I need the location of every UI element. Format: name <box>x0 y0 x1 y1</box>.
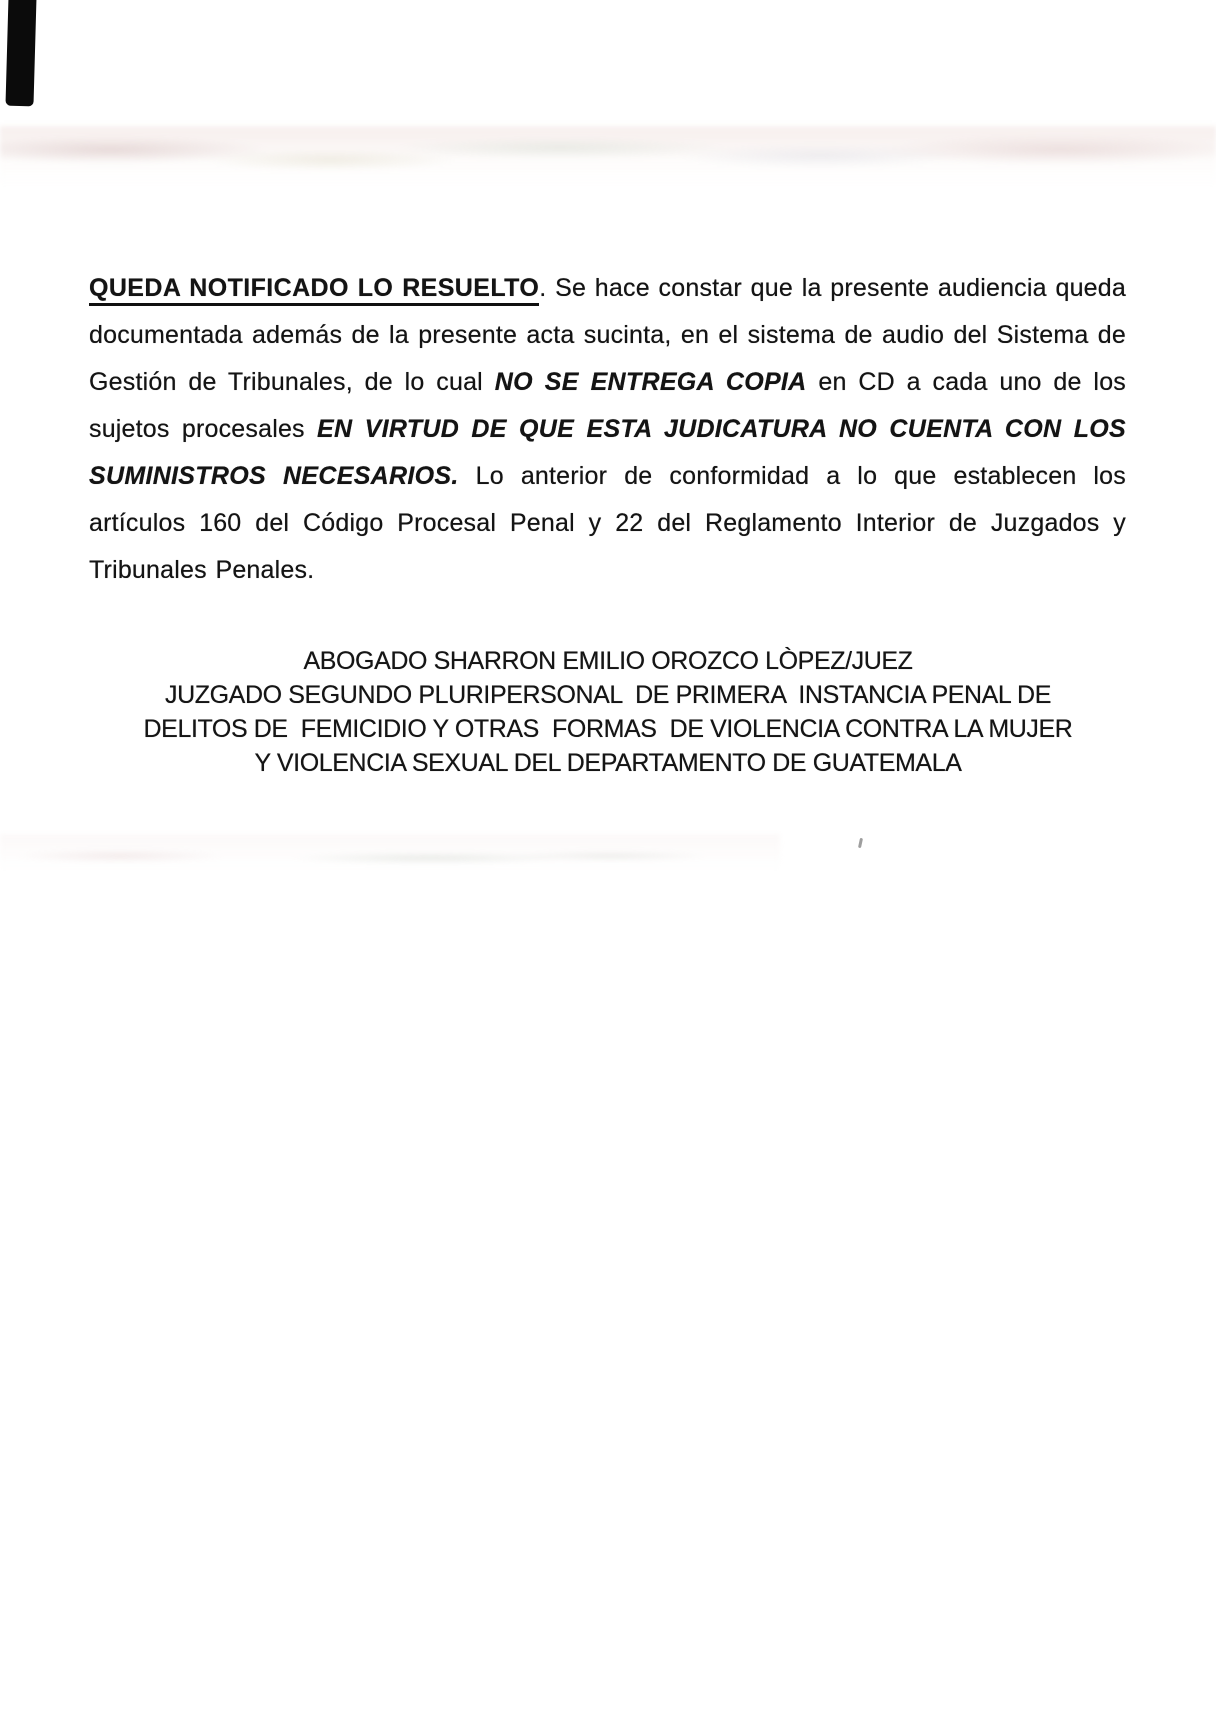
scanner-artifact-black-bar <box>5 0 36 106</box>
scan-noise-band-bottom <box>0 834 780 880</box>
paragraph-emphasis-judicatura: EN VIRTUD DE QUE ESTA JUDICATURA NO CUENTA CON LOS SUMINISTROS NECESARIOS. <box>89 415 1126 490</box>
paragraph-text-3: Lo anterior de conformidad a lo que establecen los artículos 160 del Código Procesal Penal y 22 del Reglamento Interior de Juzgados y Tribunales Penales. <box>89 462 1126 584</box>
notification-paragraph <box>89 265 1126 594</box>
court-name-line-3: Y VIOLENCIA SEXUAL DEL DEPARTAMENTO DE GUATEMALA <box>254 749 962 777</box>
scan-stray-mark <box>858 838 863 848</box>
paragraph-text-2: en CD a cada uno de los sujetos procesales <box>89 368 1126 443</box>
court-name-line-2: DELITOS DE FEMICIDIO Y OTRAS FORMAS DE VIOLENCIA CONTRA LA MUJER <box>143 715 1073 743</box>
paragraph-text-1: . Se hace constar que la presente audiencia queda documentada además de la presente acta sucinta, en el sistema de audio del Sistema de Gestión de Tribunales, de lo cual <box>89 274 1126 396</box>
court-name-line-1: JUZGADO SEGUNDO PLURIPERSONAL DE PRIMERA INSTANCIA PENAL DE <box>165 681 1051 709</box>
paragraph-emphasis-no-se-entrega-copia: NO SE ENTREGA COPIA <box>494 368 807 396</box>
judge-signature-block <box>40 644 1176 780</box>
scan-noise-band-top <box>0 126 1216 188</box>
judge-name-line: ABOGADO SHARRON EMILIO OROZCO LÒPEZ/JUEZ <box>303 647 913 675</box>
paragraph-heading-underlined: QUEDA NOTIFICADO LO RESUELTO <box>89 274 539 306</box>
